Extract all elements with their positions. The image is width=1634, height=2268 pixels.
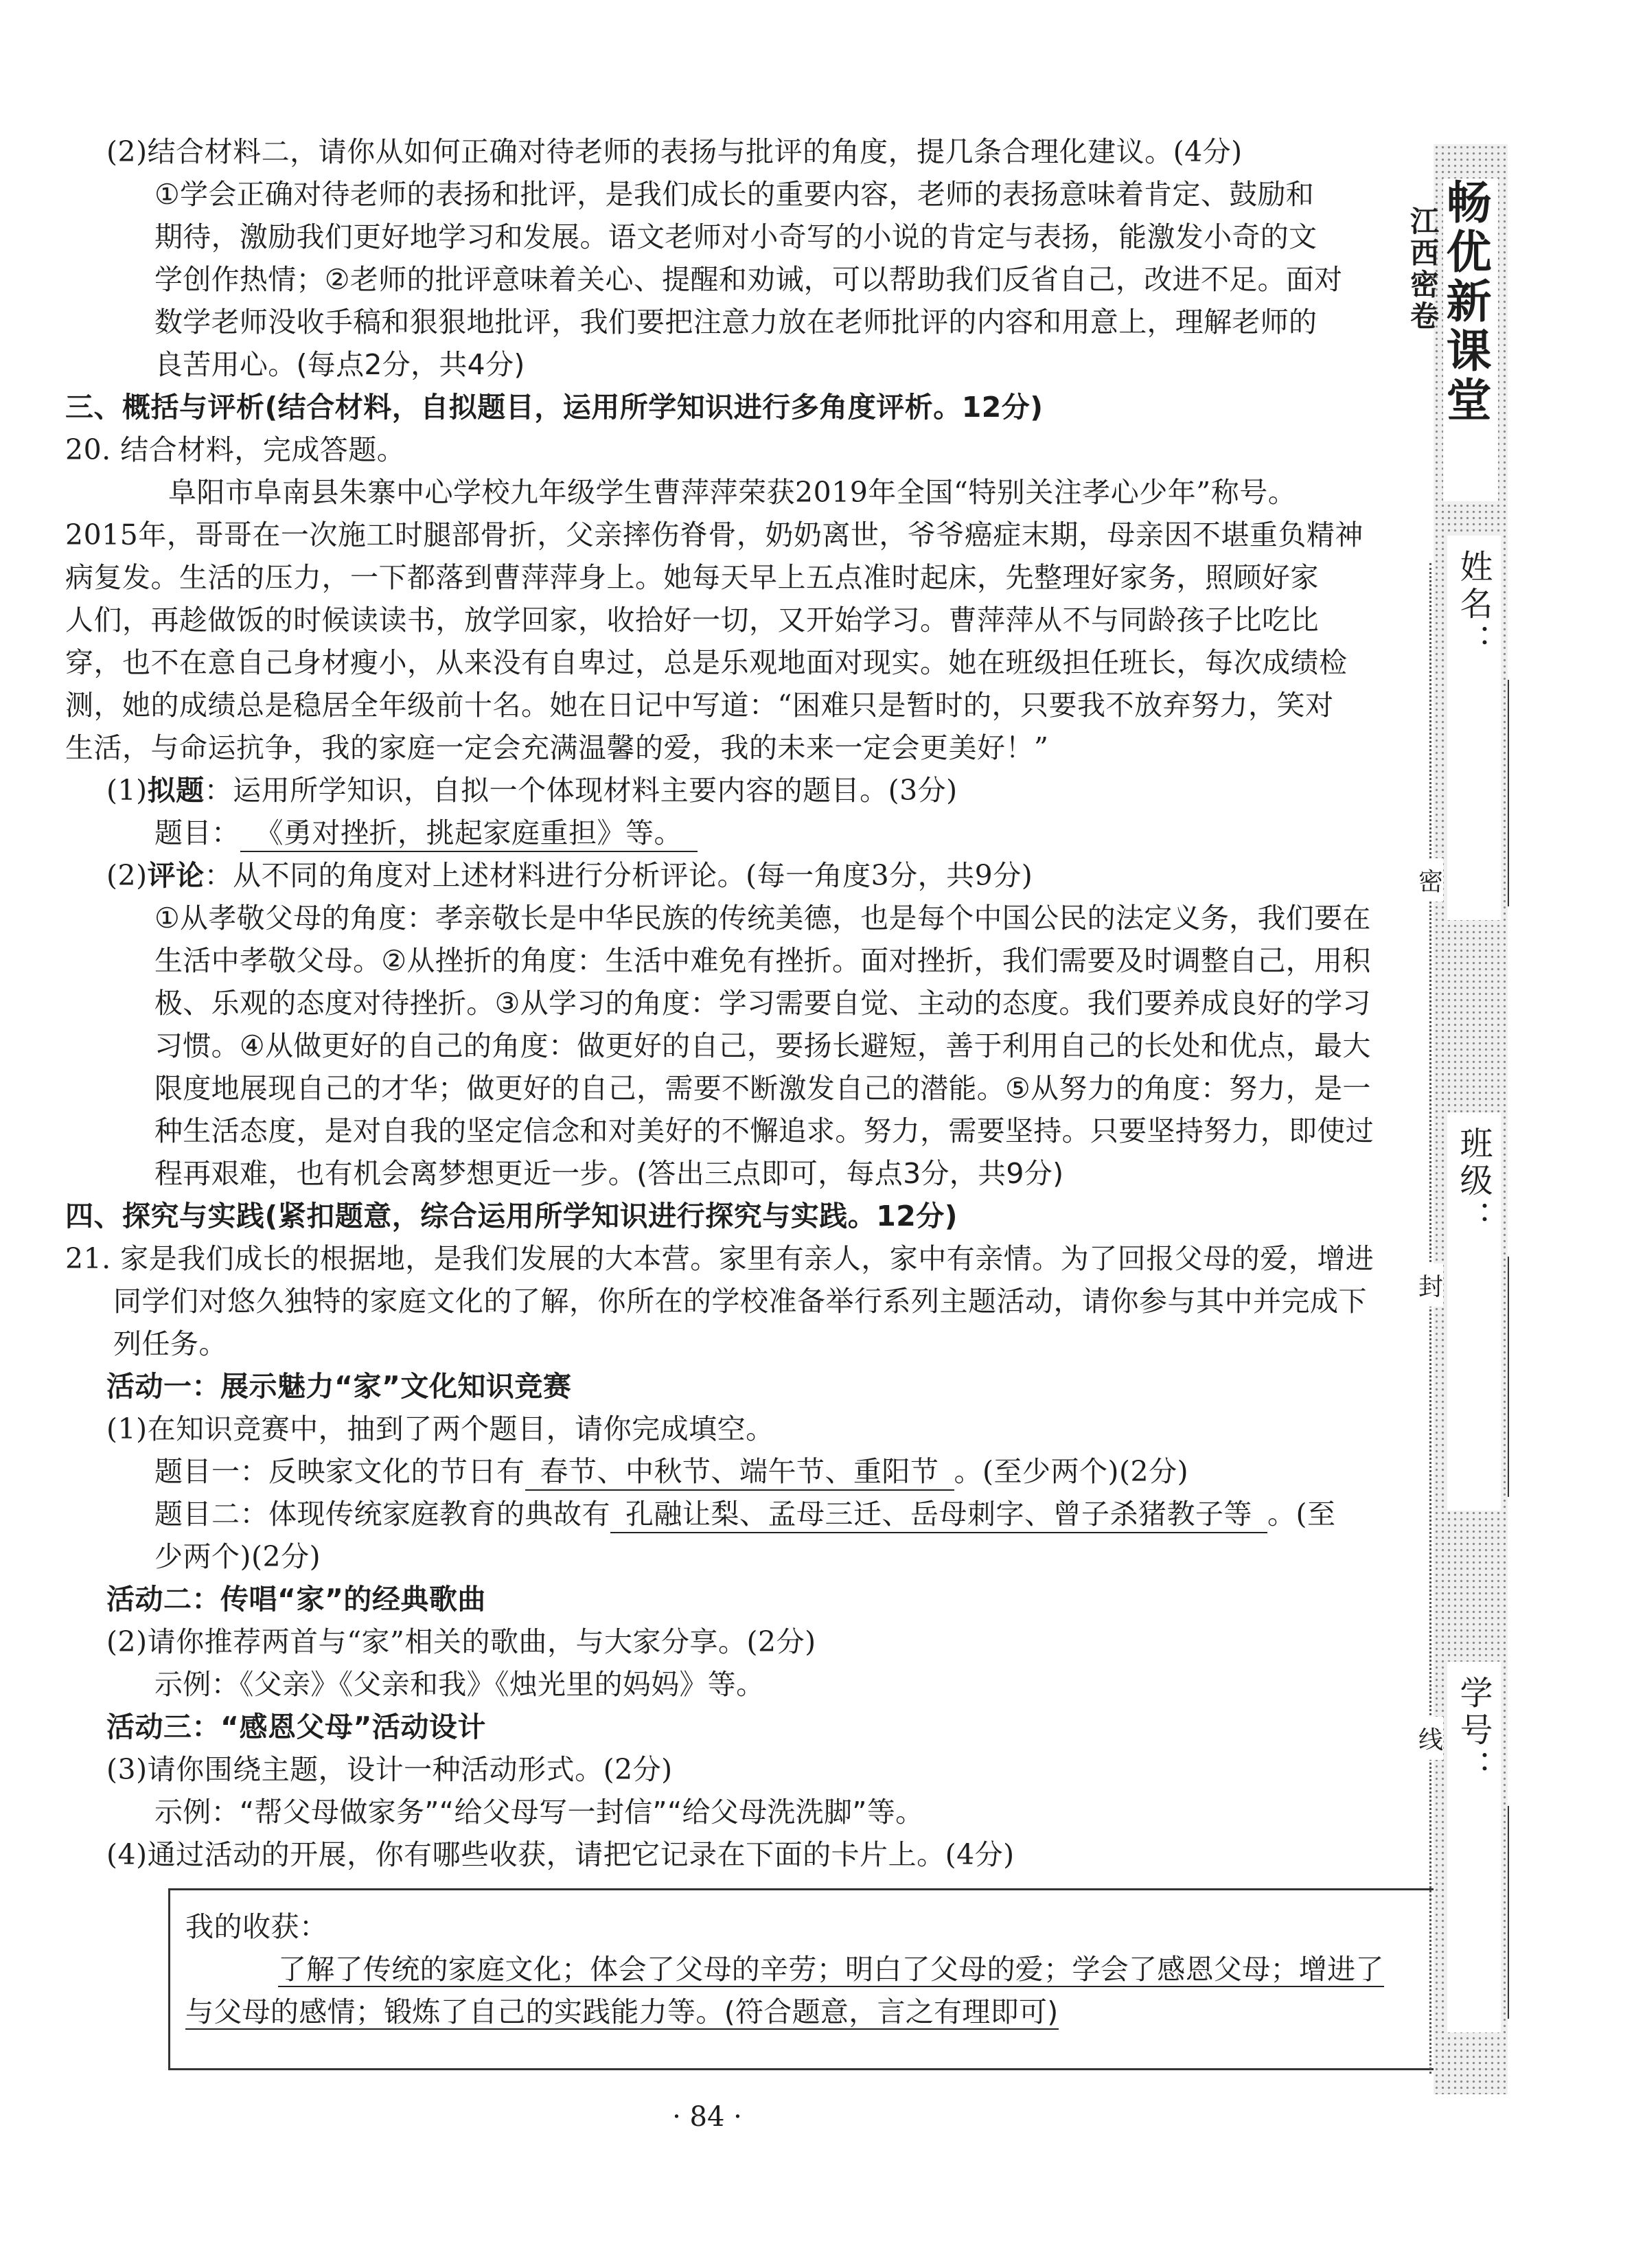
brand-box bbox=[1438, 179, 1498, 501]
q20-2-answer-line: 种生活态度，是对自我的坚定信念和对美好的不懈追求。努力，需要坚持。只要坚持努力，即使过 bbox=[154, 1114, 1374, 1147]
q21-1-topic-1: 题目一：反映家文化的节日有 春节、中秋节、端午节、重阳节 。(至少两个)(2分) bbox=[65, 1450, 1418, 1493]
id-line bbox=[1508, 1806, 1509, 2019]
q21-2-prompt: (2)请你推荐两首与“家”相关的歌曲，与大家分享。(2分) bbox=[106, 1625, 816, 1658]
q20-2-answer-line: 程再艰难，也有机会离梦想更近一步。(答出三点即可，每点3分，共9分) bbox=[154, 1157, 1064, 1190]
card-answer-line: 了解了传统的家庭文化；体会了父母的辛劳；明白了父母的爱；学会了感恩父母；增进了 bbox=[278, 1953, 1384, 1986]
topic-1-answer-blank: 春节、中秋节、端午节、重阳节 bbox=[525, 1454, 954, 1491]
q21-3-prompt: (3)请你围绕主题，设计一种活动形式。(2分) bbox=[106, 1753, 673, 1786]
q21-2-answer: 示例：《父亲》《父亲和我》《烛光里的妈妈》等。 bbox=[154, 1668, 765, 1701]
section-3-heading: 三、概括与评析(结合材料，自拟题目，运用所学知识进行多角度评析。12分) bbox=[65, 391, 1044, 424]
class-line bbox=[1508, 1257, 1509, 1497]
q20-stem: 20. 结合材料，完成答题。 bbox=[65, 433, 406, 466]
name-line bbox=[1508, 680, 1509, 906]
q21-1-prompt: (1)在知识竞赛中，抽到了两个题目，请你完成填空。 bbox=[106, 1412, 774, 1445]
q21-1-topic-2-cont: 少两个)(2分) bbox=[154, 1540, 321, 1573]
q20-2-answer-line: 习惯。④从做更好的自己的角度：做更好的自己，要扬长避短，善于利用自己的长处和优点，最大 bbox=[154, 1029, 1371, 1062]
q19-2-answer-line: 数学老师没收手稿和狠狠地批评，我们要把注意力放在老师批评的内容和用意上，理解老师的 bbox=[154, 306, 1317, 339]
name-label: 姓名： bbox=[1454, 549, 1493, 661]
q20-2-prompt: (2)评论：从不同的角度对上述材料进行分析评论。(每一角度3分，共9分) bbox=[106, 859, 1033, 892]
topic-2-answer-blank: 孔融让梨、孟母三迁、岳母刺字、曾子杀猪教子等 bbox=[610, 1496, 1267, 1533]
q19-2-answer-line: 期待，激励我们更好地学习和发展。语文老师对小奇写的小说的肯定与表扬，能激发小奇的文 bbox=[154, 220, 1317, 253]
q19-2-answer-line: ①学会正确对待老师的表扬和批评，是我们成长的重要内容，老师的表扬意味着肯定、鼓励和 bbox=[154, 178, 1315, 211]
q21-stem-line: 21. 家是我们成长的根据地，是我们发展的大本营。家里有亲人，家中有亲情。为了回报父母的爱，增进 bbox=[65, 1242, 1374, 1275]
q20-material-line: 病复发。生活的压力，一下都落到曹萍萍身上。她每天早上五点准时起床，先整理好家务，照顾好家 bbox=[65, 561, 1319, 594]
q20-1-answer-blank: 《勇对挫折，挑起家庭重担》等。 bbox=[240, 815, 698, 852]
q21-4-prompt: (4)通过活动的开展，你有哪些收获，请把它记录在下面的卡片上。(4分) bbox=[106, 1838, 1015, 1871]
class-label: 班级： bbox=[1454, 1126, 1493, 1237]
activity-2-heading: 活动二：传唱“家”的经典歌曲 bbox=[106, 1583, 486, 1616]
q20-material-line: 人们，再趁做饭的时候读读书，放学回家，收拾好一切，又开始学习。曹萍萍从不与同龄孩子比吃比 bbox=[65, 604, 1319, 637]
q20-material-line: 穿，也不在意自己身材瘦小，从来没有自卑过，总是乐观地面对现实。她在班级担任班长，每次成绩检 bbox=[65, 646, 1348, 679]
q20-2-answer-line: 极、乐观的态度对待挫折。③从学习的角度：学习需要自觉、主动的态度。我们要养成良好的学习 bbox=[154, 987, 1371, 1020]
seal-char-feng: 封 bbox=[1418, 1263, 1443, 1307]
seal-line bbox=[1429, 563, 1431, 2074]
q20-1-prompt: (1)拟题：运用所学知识，自拟一个体现材料主要内容的题目。(3分) bbox=[106, 774, 958, 807]
card-answer-line: 与父母的感情；锻炼了自己的实践能力等。(符合题意，言之有理即可) bbox=[185, 1995, 1059, 2028]
q19-2-answer-line: 学创作热情；②老师的批评意味着关心、提醒和劝诫，可以帮助我们反省自己，改进不足。面对 bbox=[154, 263, 1343, 296]
card-label: 我的收获： bbox=[185, 1910, 328, 1943]
q21-stem-line: 列任务。 bbox=[113, 1327, 227, 1360]
q20-1-answer: 题目： 《勇对挫折，挑起家庭重担》等。 bbox=[65, 812, 1418, 854]
activity-1-heading: 活动一：展示魅力“家”文化知识竞赛 bbox=[106, 1370, 572, 1403]
q20-2-keyword: 评论 bbox=[147, 859, 205, 892]
q19-2-prompt: (2)结合材料二，请你从如何正确对待老师的表扬与批评的角度，提几条合理化建议。(4分) bbox=[106, 135, 1243, 168]
brand-logo: 畅优新课堂 bbox=[1438, 179, 1492, 426]
activity-3-heading: 活动三：“感恩父母”活动设计 bbox=[106, 1710, 486, 1743]
seal-char-xian: 线 bbox=[1418, 1717, 1443, 1760]
q21-stem-line: 同学们对悠久独特的家庭文化的了解，你所在的学校准备举行系列主题活动，请你参与其中并完成下 bbox=[113, 1285, 1367, 1318]
q20-material-line: 2015年，哥哥在一次施工时腿部骨折，父亲摔伤脊骨，奶奶离世，爷爷癌症末期，母亲因不堪重负精神 bbox=[65, 518, 1363, 551]
seal-char-mi: 密 bbox=[1418, 858, 1443, 902]
q21-3-answer: 示例：“帮父母做家务”“给父母写一封信”“给父母洗洗脚”等。 bbox=[154, 1796, 924, 1829]
section-4-heading: 四、探究与实践(紧扣题意，综合运用所学知识进行探究与实践。12分) bbox=[65, 1200, 958, 1233]
q19-2-answer-line: 良苦用心。(每点2分，共4分) bbox=[154, 348, 525, 381]
page-number: · 84 · bbox=[672, 2101, 742, 2133]
brand-subtitle: 江西密卷 bbox=[1406, 206, 1440, 332]
q20-1-keyword: 拟题 bbox=[147, 774, 205, 807]
q20-material-line: 生活，与命运抗争，我的家庭一定会充满温馨的爱，我的未来一定会更美好！” bbox=[65, 731, 1049, 764]
q20-2-answer-line: 生活中孝敬父母。②从挫折的角度：生活中难免有挫折。面对挫折，我们需要及时调整自己，用积 bbox=[154, 944, 1371, 977]
exam-content bbox=[65, 130, 1418, 2070]
q20-2-answer-line: 限度地展现自己的才华；做更好的自己，需要不断激发自己的潜能。⑤从努力的角度：努力，是一 bbox=[154, 1072, 1371, 1105]
q21-1-topic-2: 题目二：体现传统家庭教育的典故有 孔融让梨、孟母三迁、岳母刺字、曾子杀猪教子等 。(至 bbox=[65, 1493, 1418, 1535]
q20-material-line: 测，她的成绩总是稳居全年级前十名。她在日记中写道：“困难只是暂时的，只要我不放弃努力，笑对 bbox=[65, 689, 1334, 722]
id-label: 学号： bbox=[1454, 1675, 1493, 1787]
q20-2-answer-line: ①从孝敬父母的角度：孝亲敬长是中华民族的传统美德，也是每个中国公民的法定义务，我们要在 bbox=[154, 902, 1371, 935]
q20-material-line: 阜阳市阜南县朱寨中心学校九年级学生曹萍萍荣获2019年全国“特别关注孝心少年”称号。 bbox=[168, 476, 1297, 509]
harvest-card bbox=[168, 1888, 1442, 2070]
